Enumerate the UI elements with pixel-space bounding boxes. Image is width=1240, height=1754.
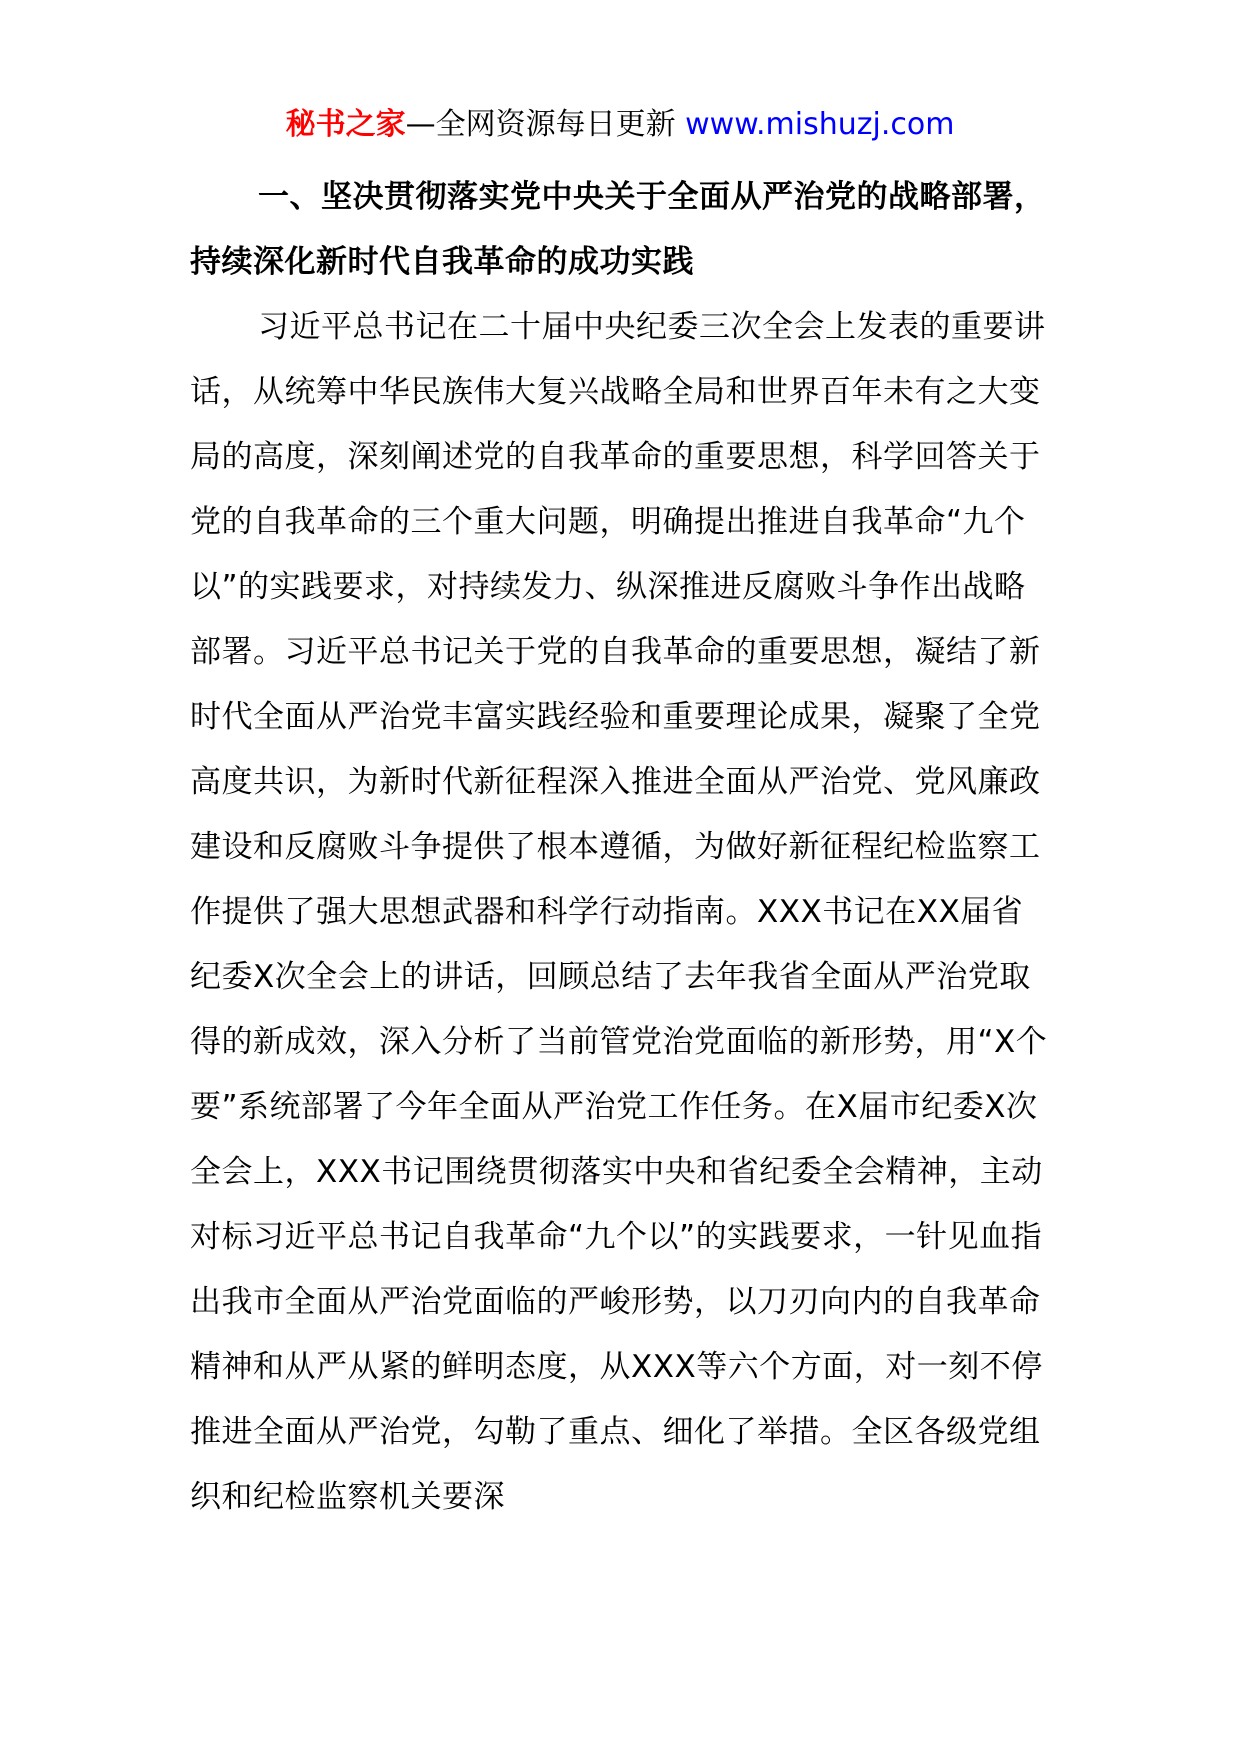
body-paragraph: 习近平总书记在二十届中央纪委三次全会上发表的重要讲话，从统筹中华民族伟大复兴战略全局和世界百年未有之大变局的高度，深刻阐述党的自我革命的重要思想，科学回答关于党的自我革命的三个重大问题，明确提出推进自我革命“九个以”的实践要求，对持续发力、纵深推进反腐败斗争作出战略部署。习近平总书记关于党的自我革命的重要思想，凝结了新时代全面从严治党丰富实践经验和重要理论成果，凝聚了全党高度共识，为新时代新征程深入推进全面从严治党、党风廉政建设和反腐败斗争提供了根本遵循，为做好新征程纪检监察工作提供了强大思想武器和科学行动指南。XXX书记在XX届省纪委X次全会上的讲话，回顾总结了去年我省全面从严治党取得的新成效，深入分析了当前管党治党面临的新形势，用“X个要”系统部署了今年全面从严治党工作任务。在X届市纪委X次全会上，XXX书记围绕贯彻落实中央和省纪委全会精神，主动对标习近平总书记自我革命“九个以”的实践要求，一针见血指出我市全面从严治党面临的严峻形势，以刀刃向内的自我革命精神和从严从紧的鲜明态度，从XXX等六个方面，对一刻不停推进全面从严治党，勾勒了重点、细化了举措。全区各级党组织和纪检监察机关要深: [190, 309, 1048, 1515]
website-link[interactable]: www.mishuzj.com: [685, 107, 955, 142]
page-header: [0, 102, 1240, 148]
section-heading: 一、坚决贯彻落实党中央关于全面从严治党的战略部署，持续深化新时代自我革命的成功实践: [190, 179, 1046, 280]
header-tagline: —全网资源每日更新: [405, 107, 686, 142]
document-content: [190, 165, 1050, 1530]
brand-name: 秘书之家: [285, 107, 406, 142]
